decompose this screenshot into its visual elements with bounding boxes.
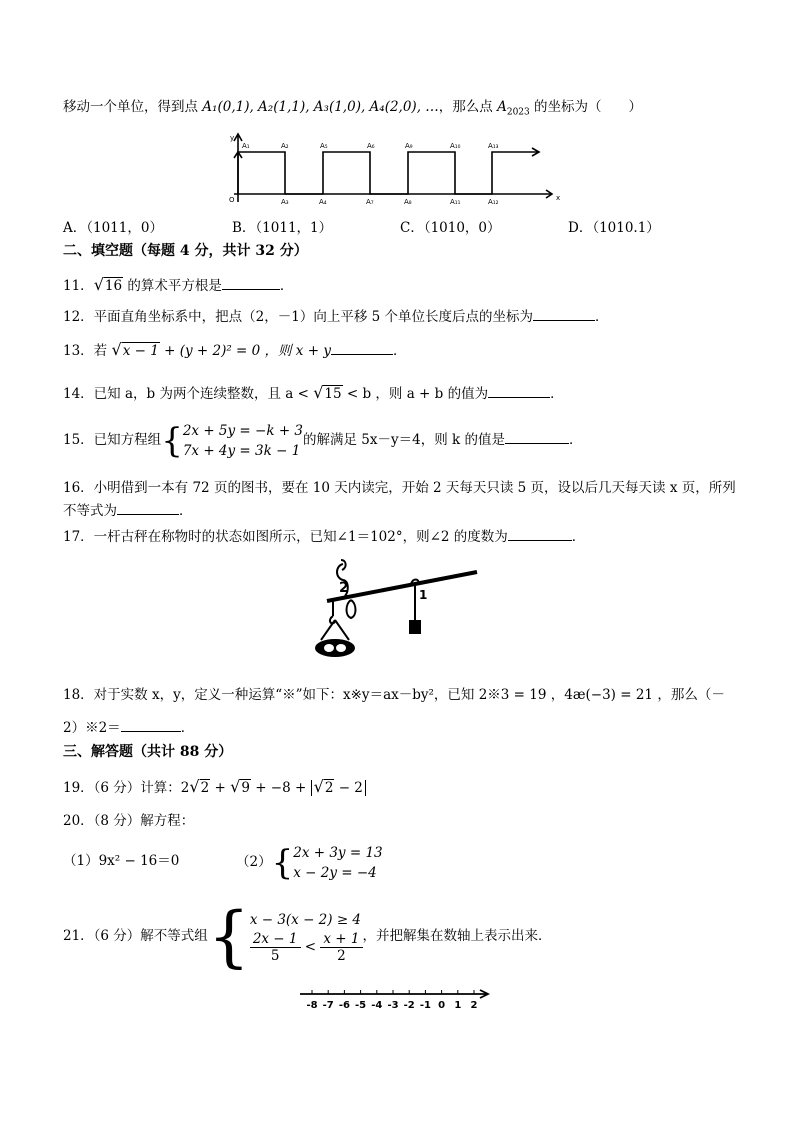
q21: 21．（6 分）解不等式组{x − 3(x − 2) ≥ 4 $\frac{2x - 1}{5}$ < $\frac{x + 1}{2}$ ，并把解集在数轴上表示出来． [63,897,552,975]
svg-text:A₁₀: A₁₀ [450,142,461,150]
number-line-tick-label: 1 [454,1000,462,1011]
q18-line2: 2）※2＝ ． [63,720,195,736]
q10-option-c[interactable]: C．（1010，0） [400,220,501,236]
section-solve-title: 三、解答题（共计 88 分） [63,744,233,760]
svg-text:A₉: A₉ [405,142,413,150]
q12-answer-blank[interactable] [533,308,595,321]
number-line-tick-label: -2 [403,1000,415,1011]
q10-coordinate-figure [226,128,566,208]
q15-equation-system: 2x + 5y = −k + 3 7x + 4y = 3k − 1 [182,422,304,459]
svg-text:A₁₃: A₁₃ [488,142,499,150]
q11-sqrt: √16 [93,275,123,294]
q20-part2: （2）{2x + 3y = 13 x − 2y = −4 [236,842,383,883]
fig-origin-label: O [229,196,235,204]
svg-text:A₈: A₈ [404,198,412,206]
q19: 19．（6 分）计算：2√2 + √9 + −8 + √2 − 2 [63,778,366,797]
q17-answer-blank[interactable] [508,528,572,541]
q17: 17．一杆古秤在称物时的状态如图所示，已知∠1＝102°，则∠2 的度数为 ． [63,529,586,545]
q12: 12．平面直角坐标系中，把点（2，－1）向上平移 5 个单位长度后点的坐标为 ． [63,309,609,325]
q16-line1: 16．小明借到一本有 72 页的图书，要在 10 天内读完，开始 2 天每天只读 5 页，设以后几天每天读 x 页，所列 [63,480,736,496]
number-line-tick-label: -4 [371,1000,383,1011]
svg-text:A₂: A₂ [281,142,289,150]
q20-title: 20．（8 分）解方程： [63,813,195,829]
svg-text:A₁: A₁ [242,142,250,150]
q16-line2: 不等式为 ． [63,503,193,519]
q10-option-b[interactable]: B．（1011，1） [232,220,333,236]
number-line-tick-label: -5 [355,1000,367,1011]
number-line-tick-label: 0 [438,1000,446,1011]
svg-text:A₃: A₃ [281,198,289,206]
svg-text:A₇: A₇ [366,198,374,206]
svg-text:A₁₁: A₁₁ [450,198,461,206]
q18-line1: 18．对于实数 x，y，定义一种运算“※”如下：x※y＝ax－by²，已知 2※3 = 19 ，4æ(−3) = 21 ，那么（－ [63,687,725,703]
q15: 15．已知方程组{2x + 5y = −k + 3 7x + 4y = 3k − 1的解满足 5x－y＝4，则 k 的值是 ． [63,420,583,461]
q13: 13．若 √x − 1 + (y + 2)² = 0 ，则 x + y ． [63,340,407,359]
fig-x-label: x [556,194,561,202]
svg-text:A₄: A₄ [319,198,327,206]
q19-absolute-value: √2 − 2 [311,780,366,796]
q10-option-d[interactable]: D．（1010.1） [568,220,660,236]
angle-1-label: 1 [419,588,428,602]
svg-text:A₆: A₆ [367,142,375,150]
number-line-tick-label: -7 [322,1000,334,1011]
q10-stem: 移动一个单位，得到点 A₁(0,1), A₂(1,1), A₃(1,0), A₄(2,0), …，那么点 $A_{2023}$ 的坐标为（ ） [63,99,643,118]
q20-part1: （1）9x² − 16＝0 [63,853,180,869]
q11-answer-blank[interactable] [222,277,280,290]
q14-answer-blank[interactable] [488,385,550,398]
svg-text:A₁₂: A₁₂ [488,198,499,206]
q13-answer-blank[interactable] [331,342,393,355]
angle-2-label: 2 [339,580,349,596]
fig-y-label: y [230,134,235,142]
number-line-tick-label: -6 [338,1000,350,1011]
q10-points: A₁(0,1), A₂(1,1), A₃(1,0), A₄(2,0), … [202,99,439,115]
number-line-tick-label: -3 [387,1000,399,1011]
number-line-tick-label: -1 [419,1000,431,1011]
q21-inequality-system: x − 3(x − 2) ≥ 4 $\frac{2x - 1}{5}$ < $\frac{x + 1}{2}$ [249,912,362,964]
svg-text:A₅: A₅ [320,142,328,150]
number-line [296,986,496,1014]
number-line-tick-label: -8 [306,1000,318,1011]
q16-answer-blank[interactable] [117,502,179,515]
q17-steelyard-figure [305,556,490,664]
section-fill-in-title: 二、填空题（每题 4 分，共计 32 分） [63,243,308,259]
q10-option-a[interactable]: A．（1011，0） [63,220,163,236]
q14: 14．已知 a，b 为两个连续整数，且 a < √15 < b ，则 a + b 的值为 ． [63,383,564,402]
number-line-tick-label: 2 [470,1000,478,1011]
q15-answer-blank[interactable] [505,431,569,444]
q18-answer-blank[interactable] [121,719,181,732]
q11: 11．√16 的算术平方根是 ． [63,275,294,294]
